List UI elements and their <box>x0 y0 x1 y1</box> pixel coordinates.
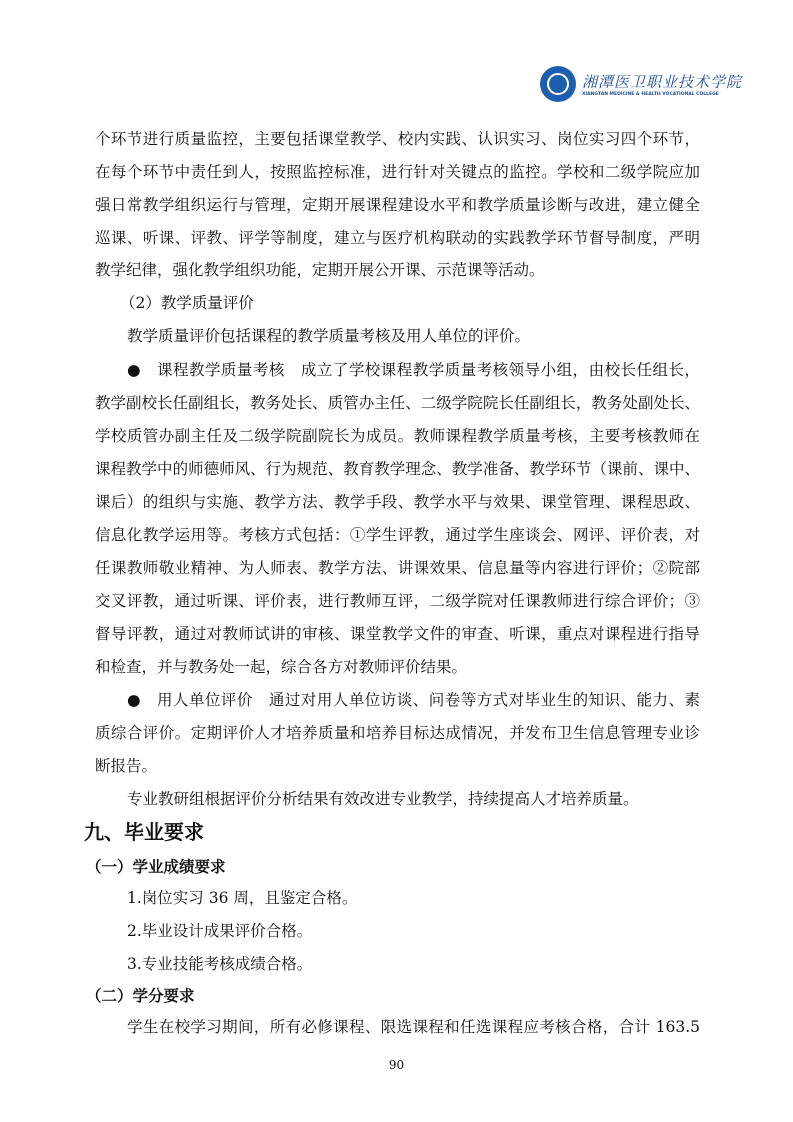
text-line: 课后）的组织与实施、教学方法、教学手段、教学水平与效果、课堂管理、课程思政、 <box>95 493 700 511</box>
text-line: 信息化教学运用等。考核方式包括：①学生评教，通过学生座谈会、网评、评价表，对 <box>95 526 700 544</box>
subsection-heading: （二）学分要求 <box>86 987 195 1005</box>
text-line: 学校质管办副主任及二级学院副院长为成员。教师课程教学质量考核，主要考核教师在 <box>95 427 700 445</box>
list-item: 3.专业技能考核成绩合格。 <box>127 955 313 973</box>
text-line: 巡课、听课、评教、评学等制度，建立与医疗机构联动的实践教学环节督导制度，严明 <box>95 229 700 247</box>
text-line: 质综合评价。定期评价人才培养质量和培养目标达成情况，并发布卫生信息管理专业诊 <box>95 724 700 742</box>
text-line: 强日常教学组织运行与管理，定期开展课程建设水平和教学质量诊断与改进，建立健全 <box>95 196 700 214</box>
text-line: 交叉评教，通过听课、评价表，进行教师互评，二级学院对任课教师进行综合评价；③ <box>95 592 700 610</box>
text-line: 在每个环节中责任到人，按照监控标准，进行针对关键点的监控。学校和二级学院应加 <box>95 163 700 181</box>
subsection-heading: （一）学业成绩要求 <box>86 858 226 876</box>
text-line: 教学副校长任副组长，教务处长、质管办主任、二级学院院长任副组长，教务处副处长、 <box>95 394 700 412</box>
text-line: 教学质量评价包括课程的教学质量考核及用人单位的评价。 <box>127 327 531 345</box>
logo-cn: 湘潭医卫职业技术学院 <box>582 73 743 91</box>
section-heading: 九、毕业要求 <box>84 820 204 844</box>
text-line: 督导评教，通过对教师试讲的审核、课堂教学文件的审查、听课，重点对课程进行指导 <box>95 625 700 643</box>
bullet-line: ● 课程教学质量考核 成立了学校课程教学质量考核领导小组，由校长任组长， <box>127 361 700 379</box>
logo-en: XIANGTAN MEDICINE & HEALTH VOCATIONAL COLLEGE <box>582 92 719 97</box>
text-line: 专业教研组根据评价分析结果有效改进专业教学，持续提高人才培养质量。 <box>127 790 639 808</box>
text-line: 和检查，并与教务处一起，综合各方对教师评价结果。 <box>95 658 468 676</box>
text-line: 学生在校学习期间，所有必修课程、限选课程和任选课程应考核合格，合计 163.5 <box>127 1018 700 1036</box>
bullet-line: ● 用人单位评价 通过对用人单位访谈、问卷等方式对毕业生的知识、能力、素 <box>127 691 700 709</box>
subheading: （2）教学质量评价 <box>120 294 254 312</box>
text-line: 课程教学中的师德师风、行为规范、教育教学理念、教学准备、教学环节（课前、课中、 <box>95 460 700 478</box>
text-line: 个环节进行质量监控，主要包括课堂教学、校内实践、认识实习、岗位实习四个环节， <box>95 130 700 148</box>
college-seal-icon <box>540 66 576 102</box>
text-line: 断报告。 <box>95 757 158 775</box>
list-item: 1.岗位实习 36 周，且鉴定合格。 <box>127 889 358 907</box>
text-line: 教学纪律，强化教学组织功能，定期开展公开课、示范课等活动。 <box>95 261 545 279</box>
text-line: 任课教师敬业精神、为人师表、教学方法、讲课效果、信息量等内容进行评价；②院部 <box>95 559 700 577</box>
list-item: 2.毕业设计成果评价合格。 <box>127 922 313 940</box>
college-logo <box>540 66 742 102</box>
page-number: 90 <box>388 1058 405 1072</box>
